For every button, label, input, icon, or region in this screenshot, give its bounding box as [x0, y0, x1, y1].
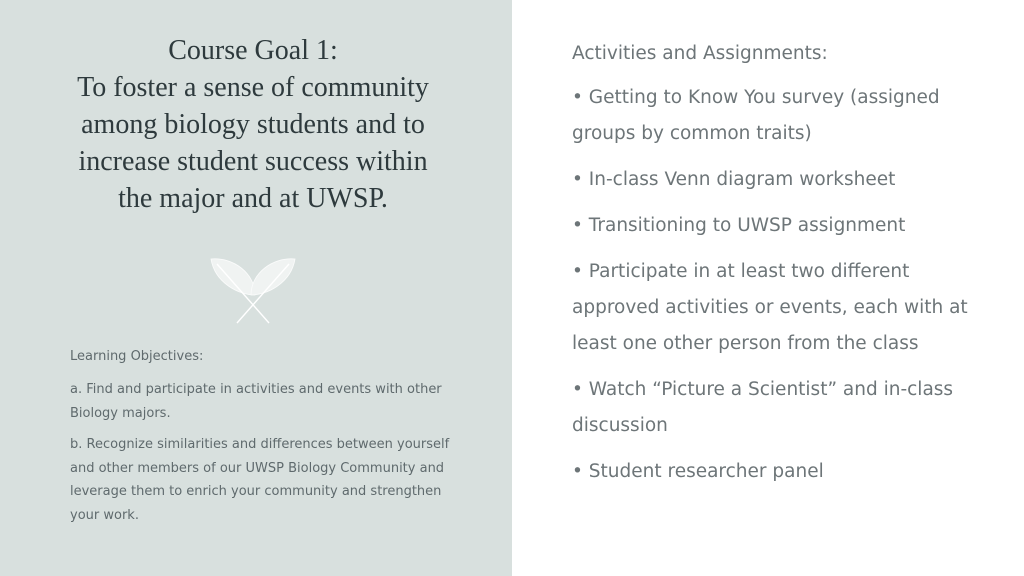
crossed-leaves-icon: [203, 255, 303, 327]
title-line: among biology students and to: [81, 109, 425, 140]
activity-item: • Transitioning to UWSP assignment: [572, 215, 906, 236]
title-line: increase student success within: [78, 146, 428, 177]
title-line: To foster a sense of community: [77, 72, 429, 103]
activities-list: [572, 38, 972, 500]
activity-item: • Participate in at least two different approved activities or events, each with at least one other person from the class: [572, 261, 968, 354]
objectives-heading: Learning Objectives:: [70, 349, 204, 364]
activity-item: • In-class Venn diagram worksheet: [572, 169, 896, 190]
objective-item: a. Find and participate in activities and events with other Biology majors.: [70, 382, 442, 421]
course-goal-title: [48, 32, 458, 217]
activities-heading: Activities and Assignments:: [572, 43, 828, 64]
learning-objectives: [70, 346, 460, 535]
activity-item: • Getting to Know You survey (assigned groups by common traits): [572, 87, 940, 144]
title-line: the major and at UWSP.: [118, 183, 388, 214]
title-line: Course Goal 1:: [168, 35, 338, 66]
objective-item: b. Recognize similarities and differences between yourself and other members of our UWSP Biology Community and leverage them to enrich your community and strengthen your work.: [70, 437, 450, 523]
activity-item: • Student researcher panel: [572, 461, 824, 482]
activity-item: • Watch “Picture a Scientist” and in-class discussion: [572, 379, 954, 436]
